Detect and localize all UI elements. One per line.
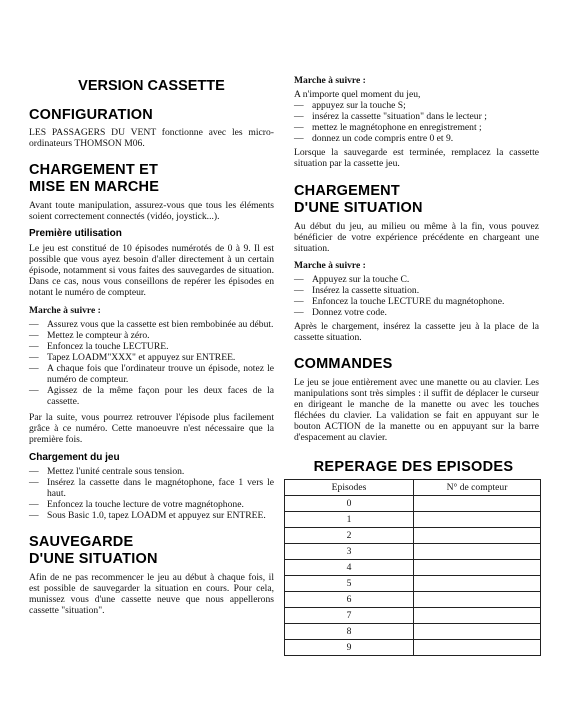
page-title: VERSION CASSETTE bbox=[78, 78, 225, 94]
table-row bbox=[285, 592, 541, 608]
table-row bbox=[285, 576, 541, 592]
list-item: — Agissez de la même façon pour les deux faces de la cassette. bbox=[29, 385, 274, 407]
loading-heading-line2: MISE EN MARCHE bbox=[29, 179, 160, 195]
episode-cell: 5 bbox=[285, 576, 414, 592]
after-steps-text: Par la suite, vous pourrez retrouver l'épisode plus facilement grâce à ce numéro. Cette manoeuvre n'est nécessaire que la première fois. bbox=[29, 412, 274, 445]
list-item: — Enfoncez la touche lecture de votre magnétophone. bbox=[29, 499, 274, 510]
episode-cell: 3 bbox=[285, 544, 414, 560]
save-steps-label: Marche à suivre : bbox=[294, 75, 366, 86]
episode-cell: 7 bbox=[285, 608, 414, 624]
episodes-table bbox=[284, 479, 541, 656]
table-row bbox=[285, 640, 541, 656]
steps-list bbox=[29, 319, 274, 407]
save-text: Afin de ne pas recommencer le jeu au début à chaque fois, il est possible de sauvegarder la situation en cours. Pour cela, munissez vous d'une cassette neuve que nous appellerons cassette "situation". bbox=[29, 572, 274, 616]
configuration-heading: CONFIGURATION bbox=[29, 107, 153, 123]
list-item: — appuyez sur la touche S; bbox=[294, 100, 539, 111]
save-steps-intro: A n'importe quel moment du jeu, bbox=[294, 89, 421, 100]
episode-cell: 1 bbox=[285, 512, 414, 528]
episode-cell: 9 bbox=[285, 640, 414, 656]
table-row bbox=[285, 496, 541, 512]
episode-cell: 0 bbox=[285, 496, 414, 512]
load-situation-heading-line1: CHARGEMENT bbox=[294, 183, 400, 199]
configuration-text: LES PASSAGERS DU VENT fonctionne avec les micro-ordinateurs THOMSON M06. bbox=[29, 127, 274, 149]
save-steps-list bbox=[294, 100, 539, 144]
list-item: — Tapez LOADM"XXX" et appuyez sur ENTREE. bbox=[29, 352, 274, 363]
list-item: — Sous Basic 1.0, tapez LOADM et appuyez sur ENTREE. bbox=[29, 510, 274, 521]
table-row bbox=[285, 544, 541, 560]
table-row bbox=[285, 528, 541, 544]
episodes-table-title: REPERAGE DES EPISODES bbox=[313, 459, 514, 475]
list-item: — donnez un code compris entre 0 et 9. bbox=[294, 133, 539, 144]
commands-text: Le jeu se joue entièrement avec une manette ou au clavier. Les manipulations sont très simples : il suffit de déplacer le curseur en dirigeant le manche de la manette ou avec les touches fléchées du clavier. La validation se fait en appuyant sur le bouton ACTION de la manette ou en appuyant sur la barre d'espacement au clavier. bbox=[294, 377, 539, 443]
list-item: — mettez le magnétophone en enregistrement ; bbox=[294, 122, 539, 133]
first-use-text: Le jeu est constitué de 10 épisodes numérotés de 0 à 9. Il est possible que vous ayez besoin d'aller directement à un certain épisode, notamment si vous faites des sauvegardes de situation. Dans ce cas, nous vous conseillons de repérer les épisodes en notant le numéro de compteur. bbox=[29, 243, 274, 298]
list-item: — Enfoncez la touche LECTURE. bbox=[29, 341, 274, 352]
episode-cell: 4 bbox=[285, 560, 414, 576]
load-situation-text: Au début du jeu, au milieu ou même à la fin, vous pouvez bénéficier de votre expérience précédente en chargeant une situation. bbox=[294, 221, 539, 254]
counter-cell bbox=[414, 512, 541, 528]
load-situation-steps-list bbox=[294, 274, 539, 318]
load-game-steps-list bbox=[29, 466, 274, 521]
episodes-column-header: Episodes bbox=[285, 480, 414, 496]
list-item: — A chaque fois que l'ordinateur trouve un épisode, notez le numéro de compteur. bbox=[29, 363, 274, 385]
counter-column-header: N° de compteur bbox=[414, 480, 541, 496]
save-heading-line1: SAUVEGARDE bbox=[29, 534, 134, 550]
list-item: — Donnez votre code. bbox=[294, 307, 539, 318]
left-column bbox=[29, 0, 274, 616]
counter-cell bbox=[414, 560, 541, 576]
counter-cell bbox=[414, 592, 541, 608]
commands-heading: COMMANDES bbox=[294, 356, 393, 372]
table-row bbox=[285, 608, 541, 624]
first-use-heading: Première utilisation bbox=[29, 228, 122, 239]
save-heading-line2: D'UNE SITUATION bbox=[29, 551, 158, 567]
list-item: — Mettez l'unité centrale sous tension. bbox=[29, 466, 274, 477]
table-row bbox=[285, 512, 541, 528]
counter-cell bbox=[414, 576, 541, 592]
steps-label: Marche à suivre : bbox=[29, 305, 101, 316]
save-after-text: Lorsque la sauvegarde est terminée, remplacez la cassette situation par la cassette jeu. bbox=[294, 147, 539, 169]
table-row bbox=[285, 624, 541, 640]
counter-cell bbox=[414, 624, 541, 640]
counter-cell bbox=[414, 608, 541, 624]
load-situation-steps-label: Marche à suivre : bbox=[294, 260, 366, 271]
right-column bbox=[294, 0, 539, 656]
table-header-row bbox=[285, 480, 541, 496]
loading-heading-line1: CHARGEMENT ET bbox=[29, 162, 159, 178]
load-game-heading: Chargement du jeu bbox=[29, 452, 120, 463]
episode-cell: 2 bbox=[285, 528, 414, 544]
list-item: — Appuyez sur la touche C. bbox=[294, 274, 539, 285]
load-situation-after-text: Après le chargement, insérez la cassette jeu à la place de la cassette situation. bbox=[294, 321, 539, 343]
counter-cell bbox=[414, 496, 541, 512]
list-item: — insérez la cassette "situation" dans le lecteur ; bbox=[294, 111, 539, 122]
list-item: — Insérez la cassette dans le magnétophone, face 1 vers le haut. bbox=[29, 477, 274, 499]
episode-cell: 6 bbox=[285, 592, 414, 608]
episode-cell: 8 bbox=[285, 624, 414, 640]
table-row bbox=[285, 560, 541, 576]
load-situation-heading-line2: D'UNE SITUATION bbox=[294, 200, 423, 216]
counter-cell bbox=[414, 544, 541, 560]
list-item: — Insérez la cassette situation. bbox=[294, 285, 539, 296]
counter-cell bbox=[414, 528, 541, 544]
list-item: — Assurez vous que la cassette est bien rembobinée au début. bbox=[29, 319, 274, 330]
loading-intro-text: Avant toute manipulation, assurez-vous que tous les éléments soient correctement connectés (vidéo, joystick...). bbox=[29, 200, 274, 222]
list-item: — Enfoncez la touche LECTURE du magnétophone. bbox=[294, 296, 539, 307]
list-item: — Mettez le compteur à zéro. bbox=[29, 330, 274, 341]
counter-cell bbox=[414, 640, 541, 656]
